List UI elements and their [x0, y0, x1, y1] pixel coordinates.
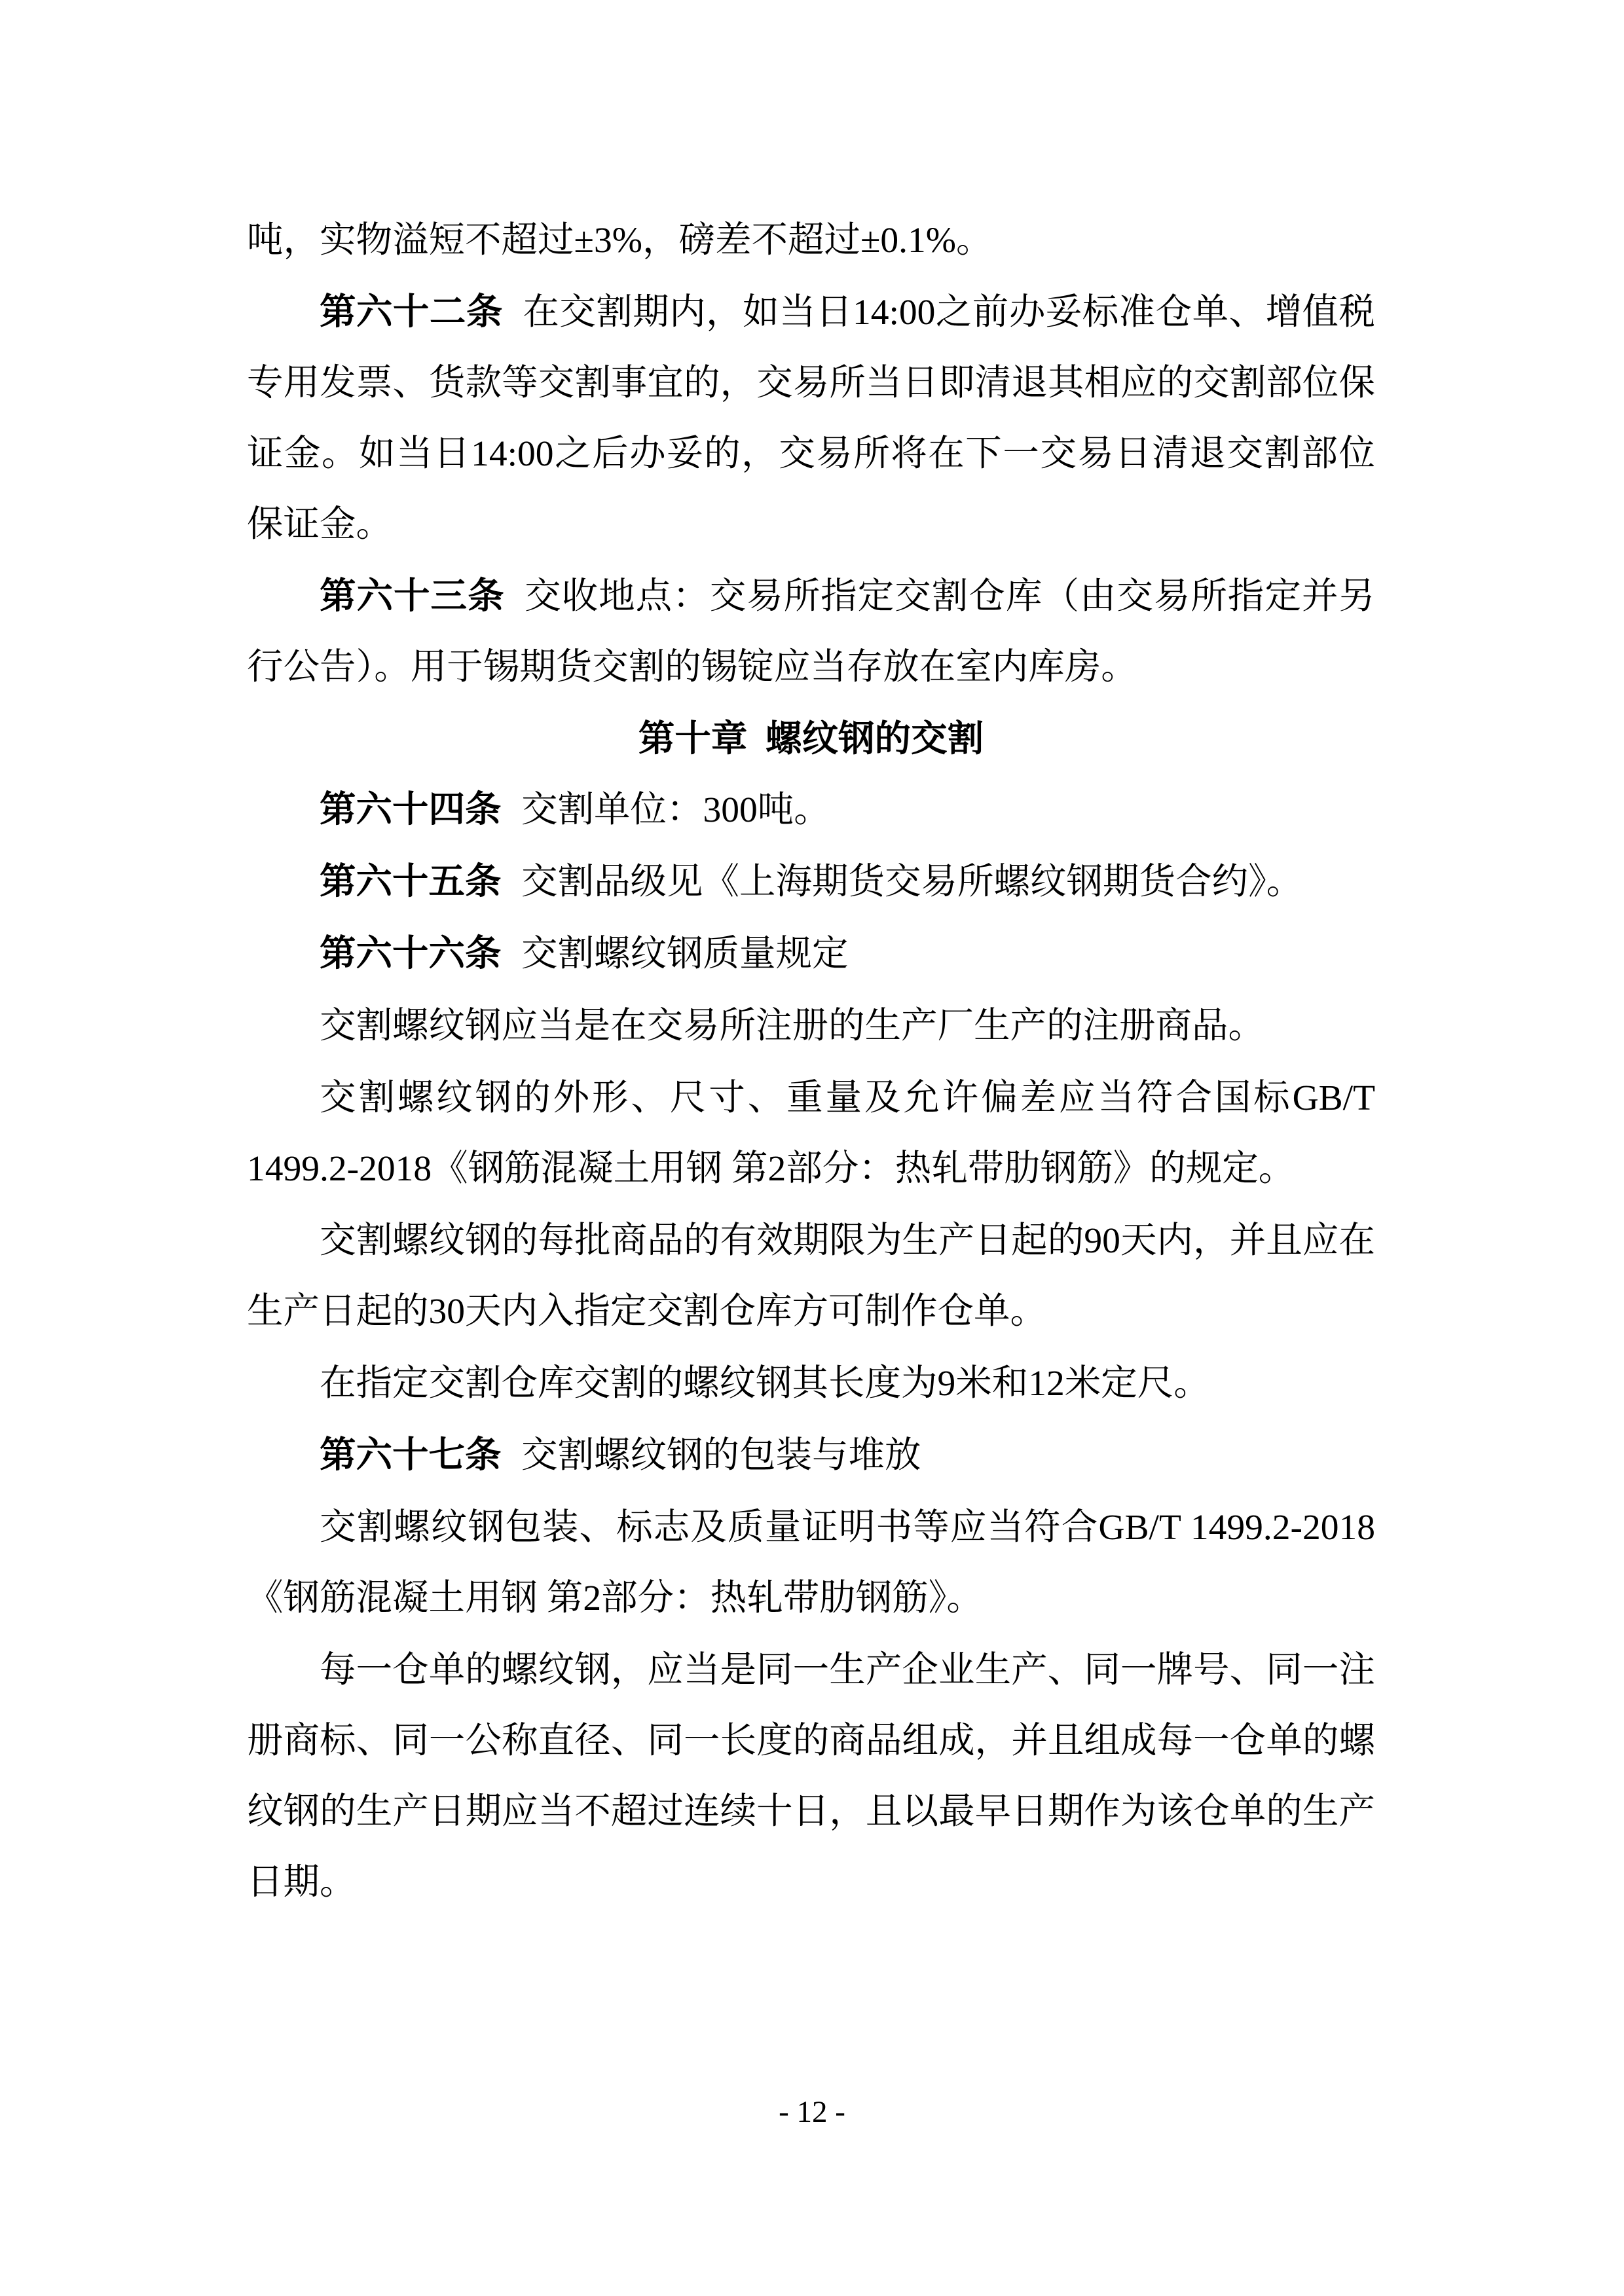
article-66-lead: 第六十六条 — [320, 933, 502, 974]
body-paragraph — [247, 1634, 1375, 1918]
body-paragraph — [247, 1347, 1375, 1419]
article-63-paragraph — [247, 560, 1375, 703]
body-paragraph — [247, 1491, 1375, 1634]
paragraph-text: 吨，实物溢短不超过±3%，磅差不超过±0.1%。 — [247, 221, 993, 261]
article-62-lead: 第六十二条 — [320, 291, 503, 332]
article-62-paragraph — [247, 276, 1375, 560]
article-66-paragraph — [247, 918, 1375, 990]
paragraph-text: 交割螺纹钢的每批商品的有效期限为生产日起的90天内，并且应在生产日起的30天内入指定交割仓库方可制作仓单。 — [247, 1221, 1375, 1332]
chapter-10-heading — [247, 703, 1375, 774]
chapter-number: 第十章 — [638, 718, 748, 759]
article-64-paragraph — [247, 774, 1375, 846]
body-paragraph — [247, 990, 1375, 1062]
paragraph-text: 交割单位：300吨。 — [521, 790, 830, 830]
article-67-paragraph — [247, 1419, 1375, 1491]
article-64-lead: 第六十四条 — [320, 789, 502, 829]
paragraph-text: 交割螺纹钢的包装与堆放 — [521, 1436, 921, 1476]
paragraph-text: 交割螺纹钢质量规定 — [521, 934, 849, 974]
body-paragraph — [247, 1205, 1375, 1347]
page-number: - 12 - — [779, 2095, 845, 2129]
paragraph-text: 交割品级见《上海期货交易所螺纹钢期货合约》。 — [521, 862, 1303, 902]
article-65-paragraph — [247, 846, 1375, 918]
paragraph-text: 每一仓单的螺纹钢，应当是同一生产企业生产、同一牌号、同一注册商标、同一公称直径、同一长度的商品组成，并且组成每一仓单的螺纹钢的生产日期应当不超过连续十日，且以最早日期作为该仓单的生产日期。 — [247, 1650, 1375, 1903]
paragraph-text: 交割螺纹钢的外形、尺寸、重量及允许偏差应当符合国标GB/T 1499.2-2018《钢筋混凝土用钢 第2部分：热轧带肋钢筋》的规定。 — [247, 1078, 1375, 1189]
chapter-title: 螺纹钢的交割 — [766, 718, 984, 759]
article-63-lead: 第六十三条 — [320, 575, 505, 616]
article-65-lead: 第六十五条 — [320, 861, 502, 902]
article-67-lead: 第六十七条 — [320, 1434, 502, 1475]
paragraph-text: 在交割期内，如当日14:00之前办妥标准仓单、增值税专用发票、货款等交割事宜的，交易所当日即清退其相应的交割部位保证金。如当日14:00之后办妥的，交易所将在下一交易日清退交割部位保证金。 — [247, 293, 1375, 545]
paragraph-text: 交割螺纹钢应当是在交易所注册的生产厂生产的注册商品。 — [320, 1006, 1265, 1046]
paragraph-text: 在指定交割仓库交割的螺纹钢其长度为9米和12米定尺。 — [320, 1364, 1210, 1404]
paragraph-text: 交收地点：交易所指定交割仓库（由交易所指定并另行公告）。用于锡期货交割的锡锭应当存放在室内库房。 — [247, 577, 1375, 687]
continuation-paragraph — [247, 204, 1375, 276]
document-body — [247, 204, 1375, 1918]
paragraph-text: 交割螺纹钢包装、标志及质量证明书等应当符合GB/T 1499.2-2018《钢筋混凝土用钢 第2部分：热轧带肋钢筋》。 — [247, 1508, 1375, 1618]
body-paragraph — [247, 1062, 1375, 1205]
